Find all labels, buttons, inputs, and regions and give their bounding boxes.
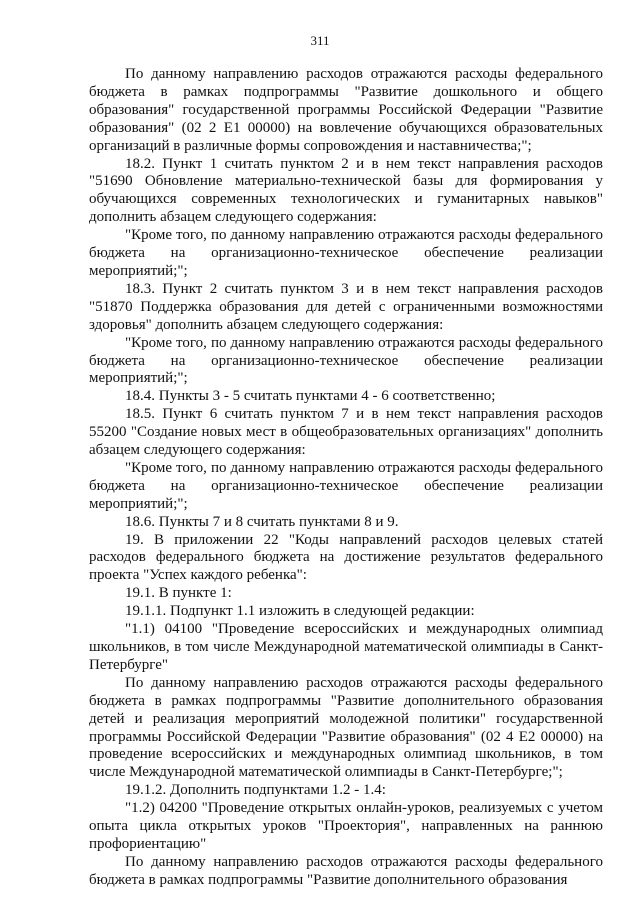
paragraph: 19.1.1. Подпункт 1.1 изложить в следующей редакции: bbox=[125, 603, 475, 620]
page-number: 311 bbox=[310, 33, 330, 48]
paragraph: 18.6. Пункты 7 и 8 считать пунктами 8 и 9. bbox=[125, 513, 399, 530]
paragraph: 18.5. Пункт 6 считать пунктом 7 и в нем текст направления расходов 55200 "Создание новых мест в общеобразовательных организациях" дополнить абзацем следующего содержания: bbox=[89, 406, 603, 459]
paragraph: "1.2) 04200 "Проведение открытых онлайн-уроков, реализуемых с учетом опыта цикла открытых уроков "Проектория", направленных на раннюю профориентацию" bbox=[89, 800, 603, 852]
paragraph: 19. В приложении 22 "Коды направлений расходов целевых статей расходов федерального бюджета на достижение результатов федерального проекта "Успех каждого ребенка": bbox=[89, 531, 603, 584]
paragraph: 19.1. В пункте 1: bbox=[125, 585, 232, 602]
paragraph: "Кроме того, по данному направлению отражаются расходы федерального бюджета на организационно-техническое обеспечение реализации мероприятий;"; bbox=[89, 459, 603, 512]
paragraph: По данному направлению расходов отражаются расходы федерального бюджета в рамках подпрограммы "Развитие дошкольного и общего образования" государственной программы Российской Федерации "Развитие образования" (02 2 E1 00000) на вовлечение обучающихся образовательных организаций в различные формы сопровождения и наставничества;"; bbox=[89, 66, 603, 154]
paragraph: "Кроме того, по данному направлению отражаются расходы федерального бюджета на организационно-техническое обеспечение реализации мероприятий;"; bbox=[89, 334, 603, 387]
document-body bbox=[89, 66, 603, 890]
paragraph: 18.3. Пункт 2 считать пунктом 3 и в нем текст направления расходов "51870 Поддержка образования для детей с ограниченными возможностями здоровья" дополнить абзацем следующего содержания: bbox=[89, 280, 603, 333]
paragraph: "Кроме того, по данному направлению отражаются расходы федерального бюджета на организационно-техническое обеспечение реализации мероприятий;"; bbox=[89, 227, 603, 279]
paragraph: 18.2. Пункт 1 считать пунктом 2 и в нем текст направления расходов "51690 Обновление материально-технической базы для формирования у обучающихся современных технологических и гуманитарных навыков" дополнить абзацем следующего содержания: bbox=[89, 155, 603, 226]
paragraph: По данному направлению расходов отражаются расходы федерального бюджета в рамках подпрограммы "Развитие дополнительного образования детей и реализация мероприятий молодежной политики" государственной программы Российской Федерации "Развитие образования" (02 4 E2 00000) на проведение всероссийских и международных олимпиад школьников, в том числе Международной математической олимпиады в Санкт-Петербурге;"; bbox=[89, 674, 603, 781]
paragraph: "1.1) 04100 "Проведение всероссийских и международных олимпиад школьников, в том числе Международной математической олимпиады в Санкт-Петербурге" bbox=[89, 621, 603, 673]
paragraph: 19.1.2. Дополнить подпунктами 1.2 - 1.4: bbox=[125, 782, 386, 799]
paragraph: 18.4. Пункты 3 - 5 считать пунктами 4 - 6 соответственно; bbox=[125, 388, 496, 405]
paragraph: По данному направлению расходов отражаются расходы федерального бюджета в рамках подпрограммы "Развитие дополнительного образования bbox=[89, 853, 603, 888]
